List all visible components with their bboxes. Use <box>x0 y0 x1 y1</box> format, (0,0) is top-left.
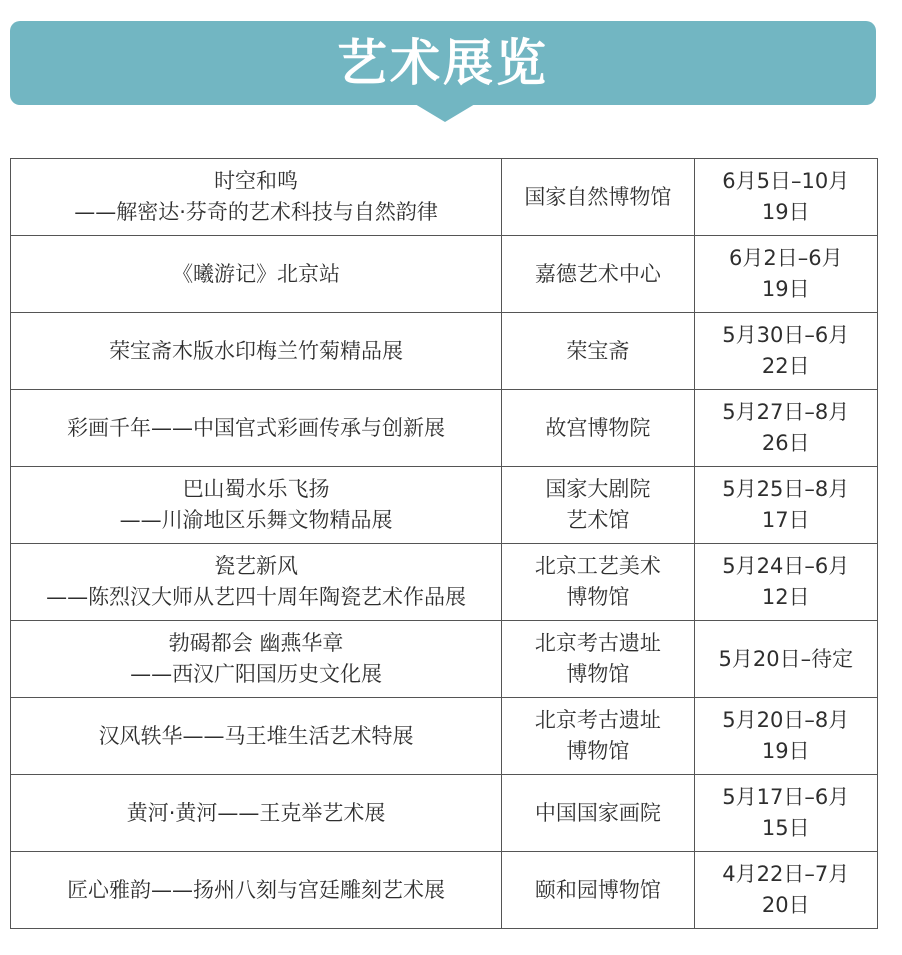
exhibition-name-cell <box>11 236 502 313</box>
exhibition-date: 5月30日–6月 <box>722 323 850 347</box>
exhibition-table-body <box>11 159 878 929</box>
table-row <box>11 775 878 852</box>
exhibition-date: 22日 <box>761 354 810 378</box>
table-row <box>11 236 878 313</box>
table-row <box>11 621 878 698</box>
exhibition-name: ——西汉广阳国历史文化展 <box>130 662 383 686</box>
exhibition-table <box>10 158 878 929</box>
exhibition-name: 瓷艺新风 <box>214 554 299 578</box>
exhibition-name: 黄河·黄河——王克举艺术展 <box>126 800 386 825</box>
exhibition-name: 勃碣都会 幽燕华章 <box>168 631 344 655</box>
exhibition-date-cell <box>694 313 877 390</box>
exhibition-date: 20日 <box>761 893 810 917</box>
table-row <box>11 313 878 390</box>
table-row <box>11 544 878 621</box>
exhibition-venue-cell <box>502 544 694 621</box>
exhibition-name-cell <box>11 159 502 236</box>
exhibition-date-cell <box>694 775 877 852</box>
exhibition-date: 26日 <box>761 431 810 455</box>
exhibition-name-cell <box>11 313 502 390</box>
exhibition-name-cell <box>11 621 502 698</box>
exhibition-name: ——川渝地区乐舞文物精品展 <box>119 508 393 532</box>
exhibition-date-cell <box>694 390 877 467</box>
header-banner <box>10 21 876 105</box>
exhibition-name: 巴山蜀水乐飞扬 <box>182 477 330 501</box>
exhibition-venue: 荣宝斋 <box>566 338 630 363</box>
exhibition-date-cell <box>694 544 877 621</box>
exhibition-date: 15日 <box>761 816 810 840</box>
exhibition-venue: 艺术馆 <box>566 508 630 532</box>
exhibition-date-cell <box>694 159 877 236</box>
table-row <box>11 159 878 236</box>
exhibition-date: 12日 <box>761 585 810 609</box>
exhibition-name-cell <box>11 775 502 852</box>
page-title: 艺术展览 <box>337 33 549 92</box>
exhibition-name-cell <box>11 544 502 621</box>
exhibition-date: 5月27日–8月 <box>722 400 850 424</box>
exhibition-name-cell <box>11 698 502 775</box>
exhibition-venue-cell <box>502 236 694 313</box>
exhibition-date: 6月5日–10月 <box>722 169 850 193</box>
exhibition-venue: 中国国家画院 <box>534 800 661 825</box>
banner-notch <box>415 104 475 122</box>
exhibition-venue: 博物馆 <box>566 739 630 763</box>
exhibition-venue: 博物馆 <box>566 662 630 686</box>
exhibition-name: 汉风轶华——马王堆生活艺术特展 <box>98 723 414 748</box>
exhibition-date-cell <box>694 698 877 775</box>
exhibition-date-cell <box>694 621 877 698</box>
table-row <box>11 467 878 544</box>
exhibition-venue: 国家大剧院 <box>545 477 651 501</box>
exhibition-name: 《曦游记》北京站 <box>172 261 341 286</box>
exhibition-date-cell <box>694 852 877 929</box>
exhibition-date: 4月22日–7月 <box>722 862 850 886</box>
exhibition-venue: 北京考古遗址 <box>534 631 661 655</box>
exhibition-date: 19日 <box>761 277 810 301</box>
exhibition-venue-cell <box>502 313 694 390</box>
exhibition-date-cell <box>694 236 877 313</box>
exhibition-venue: 嘉德艺术中心 <box>534 261 661 286</box>
exhibition-name: 时空和鸣 <box>214 169 299 193</box>
exhibition-date-cell <box>694 467 877 544</box>
exhibition-name: ——陈烈汉大师从艺四十周年陶瓷艺术作品展 <box>46 585 467 609</box>
exhibition-venue: 北京工艺美术 <box>534 554 661 578</box>
exhibition-date: 19日 <box>761 739 810 763</box>
exhibition-name: 匠心雅韵——扬州八刻与宫廷雕刻艺术展 <box>67 877 446 902</box>
exhibition-venue: 北京考古遗址 <box>534 708 661 732</box>
exhibition-venue: 故宫博物院 <box>545 415 651 440</box>
table-row <box>11 852 878 929</box>
exhibition-venue-cell <box>502 852 694 929</box>
exhibition-name: ——解密达·芬奇的艺术科技与自然韵律 <box>74 200 438 224</box>
exhibition-date: 19日 <box>761 200 810 224</box>
exhibition-name-cell <box>11 390 502 467</box>
exhibition-venue-cell <box>502 467 694 544</box>
exhibition-venue: 颐和园博物馆 <box>534 877 661 902</box>
exhibition-venue: 国家自然博物馆 <box>524 184 672 209</box>
table-row <box>11 698 878 775</box>
table-row <box>11 390 878 467</box>
exhibition-venue-cell <box>502 698 694 775</box>
exhibition-venue-cell <box>502 621 694 698</box>
exhibition-date: 5月20日–8月 <box>722 708 850 732</box>
exhibition-date: 5月20日–待定 <box>718 646 854 671</box>
exhibition-date: 5月24日–6月 <box>722 554 850 578</box>
exhibition-venue-cell <box>502 159 694 236</box>
exhibition-name: 荣宝斋木版水印梅兰竹菊精品展 <box>109 338 404 363</box>
exhibition-venue-cell <box>502 390 694 467</box>
exhibition-name: 彩画千年——中国官式彩画传承与创新展 <box>67 415 446 440</box>
exhibition-date: 5月17日–6月 <box>722 785 850 809</box>
exhibition-date: 17日 <box>761 508 810 532</box>
exhibition-venue-cell <box>502 775 694 852</box>
exhibition-name-cell <box>11 467 502 544</box>
exhibition-venue: 博物馆 <box>566 585 630 609</box>
exhibition-name-cell <box>11 852 502 929</box>
exhibition-date: 6月2日–6月 <box>728 246 843 270</box>
exhibition-date: 5月25日–8月 <box>722 477 850 501</box>
